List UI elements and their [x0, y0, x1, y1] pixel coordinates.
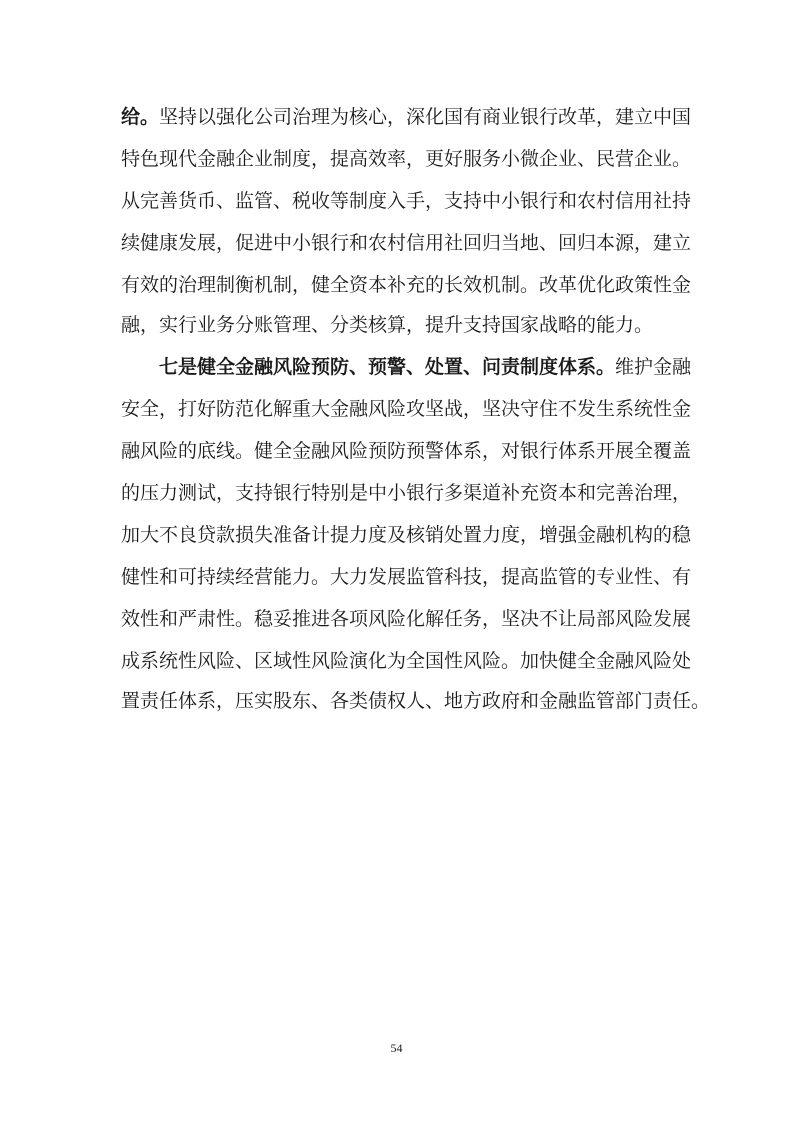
paragraph-1-line-6: 融，实行业务分账管理、分类核算，提升支持国家战略的能力。: [121, 314, 654, 336]
paragraph-1-line-3: 从完善货币、监管、税收等制度入手，支持中小银行和农村信用社持: [121, 190, 692, 212]
paragraph-2-line-8: 成系统性风险、区域性风险演化为全国性风险。加快健全金融风险处: [121, 650, 692, 672]
paragraph-2-line-2: 安全，打好防范化解重大金融风险攻坚战，坚决守住不发生系统性金: [121, 398, 692, 420]
paragraph-2-line-9: 置责任体系，压实股东、各类债权人、地方政府和金融监管部门责任。: [121, 690, 711, 712]
paragraph-1-line-2: 特色现代金融企业制度，提高效率，更好服务小微企业、民营企业。: [121, 148, 692, 170]
paragraph-1-line-1: [121, 97, 692, 137]
paragraph-2-line-6: 健性和可持续经营能力。大力发展监管科技，提高监管的专业性、有: [121, 566, 692, 588]
paragraph-1-line-4: 续健康发展，促进中小银行和农村信用社回归当地、回归本源，建立: [121, 232, 692, 254]
page-number: 54: [390, 1041, 403, 1055]
paragraph-2-line-4: 的压力测试，支持银行特别是中小银行多渠道补充资本和完善治理，: [121, 482, 692, 504]
paragraph-2-line-1-text: 维护金融: [615, 356, 692, 378]
paragraph-2-line-7: 效性和严肃性。稳妥推进各项风险化解任务，坚决不让局部风险发展: [121, 608, 692, 630]
paragraph-1-line-1-text: 坚持以强化公司治理为核心，深化国有商业银行改革，建立中国: [159, 106, 692, 128]
paragraph-2-line-3: 融风险的底线。健全金融风险预防预警体系，对银行体系开展全覆盖: [121, 440, 692, 462]
paragraph-2-line-1: [121, 347, 692, 387]
paragraph-1-line-5: 有效的治理制衡机制，健全资本补充的长效机制。改革优化政策性金: [121, 274, 692, 296]
paragraph-1-bold-lead: 给。: [121, 106, 160, 128]
paragraph-2-line-5: 加大不良贷款损失准备计提力度及核销处置力度，增强金融机构的稳: [121, 524, 692, 546]
paragraph-2-heading: 七是健全金融风险预防、预警、处置、问责制度体系。: [159, 356, 616, 378]
